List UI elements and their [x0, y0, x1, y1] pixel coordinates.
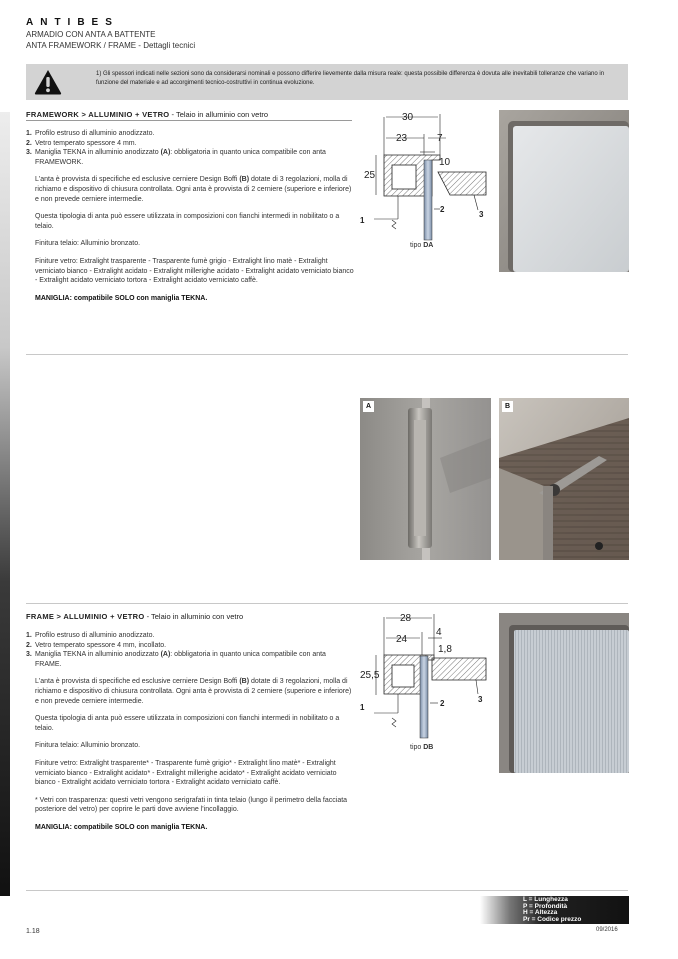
dim-28: 28	[400, 613, 412, 624]
dim-1-8: 1,8	[438, 644, 452, 655]
text: dotate di 3 regolazioni, molla di richiamo e dispositivo di chiusura controllata. Ogni anta è provvista di 2 cerniere (superiore e inferiore) e non prevede cerniere intermedie.	[35, 678, 352, 705]
tipo-label: tipo	[410, 242, 424, 249]
list-item	[26, 641, 354, 651]
hinges-paragraph	[26, 175, 354, 204]
callout-2: 2	[440, 205, 445, 214]
list-item	[26, 631, 354, 641]
tipo-code: DB	[423, 744, 434, 751]
side-gradient-bar	[0, 112, 10, 896]
section2-list	[26, 631, 354, 669]
list-text: : obbligatoria in quanto unica compatibile con anta FRAMEWORK.	[35, 149, 326, 166]
legend-length: L = Lunghezza	[523, 896, 568, 903]
glass-finish-paragraph: Finiture vetro: Extralight trasparente - Trasparente fumè grigio - Extralight lino matè - Extralight verniciato bianco - Extralight acidato - Extralight millerighe acidato - Extralight acidato verniciato bianco - Extralight acidato verniciato tortora - Extralight acidato verniciato caffè.	[35, 257, 354, 285]
dim-25: 25	[364, 170, 376, 181]
list-text: : obbligatoria in quanto unica compatibile con anta FRAME.	[35, 651, 326, 668]
ref-mark: (B)	[239, 176, 250, 184]
list-number: 2.	[26, 139, 32, 147]
usage-paragraph: Questa tipologia di anta può essere utilizzata in composizioni con fianchi intermedi in nobilitato o a telaio.	[35, 213, 340, 230]
warning-box	[26, 64, 628, 100]
usage-paragraph: Questa tipologia di anta può essere utilizzata in composizioni con fianchi intermedi in nobilitato o a telaio.	[35, 715, 340, 732]
hinges-paragraph	[26, 677, 354, 706]
abbreviation-legend	[480, 896, 629, 924]
divider	[26, 890, 628, 891]
section1-rule	[26, 120, 352, 121]
list-text: Vetro temperato spessore 4 mm.	[35, 139, 137, 147]
list-item	[26, 148, 354, 167]
list-text: Profilo estruso di alluminio anodizzato.	[35, 130, 155, 137]
handle-note: MANIGLIA: compatibile SOLO con maniglia TEKNA.	[35, 294, 208, 302]
section1-diagram	[358, 110, 494, 250]
hinge-photo-b	[499, 398, 629, 560]
dim-10: 10	[439, 157, 451, 168]
section1-title: FRAMEWORK > ALLUMINIO + VETRO	[26, 110, 170, 119]
text: L'anta è provvista di specifiche ed esclusive cerniere Design Boffi	[35, 176, 240, 184]
list-number: 2.	[26, 641, 32, 649]
warning-icon	[34, 68, 62, 96]
ref-mark: (A)	[160, 651, 171, 659]
framework-door-photo	[499, 110, 629, 272]
callout-2: 2	[440, 699, 445, 708]
tipo-label: tipo	[410, 744, 424, 751]
dim-23: 23	[396, 133, 408, 144]
edition-date: 09/2016	[596, 927, 618, 933]
callout-3: 3	[478, 695, 483, 704]
glass-finish-paragraph: Finiture vetro: Extralight trasparente* - Trasparente fumè grigio* - Extralight lino matè* - Extralight verniciato bianco - Extralight acidato* - Extralight millerighe acidato* - Extralight acidato verniciato bianco - Extralight acidato verniciato tortora - Extralight acidato verniciato caffè.	[35, 759, 337, 787]
subtitle-product: ARMADIO CON ANTA A BATTENTE	[26, 30, 156, 39]
legend-depth: P = Profondità	[523, 902, 568, 910]
section2-heading	[26, 612, 243, 621]
photo-label-b: B	[502, 401, 513, 412]
list-item	[26, 650, 354, 669]
text: dotate di 3 regolazioni, molla di richiamo e dispositivo di chiusura controllata. Ogni anta è provvista di 2 cerniere (superiore e inferiore) e non prevede cerniere intermedie.	[35, 176, 352, 203]
list-text: Profilo estruso di alluminio anodizzato.	[35, 632, 155, 639]
page-number: 1.18	[26, 928, 40, 935]
list-number: 1.	[26, 632, 32, 639]
section2-title: FRAME > ALLUMINIO + VETRO	[26, 612, 145, 621]
list-number: 1.	[26, 130, 32, 137]
profile-section-drawing	[358, 110, 494, 250]
dim-7: 7	[437, 133, 443, 144]
section2-subtitle: - Telaio in alluminio con vetro	[144, 612, 244, 621]
frame-door-photo	[499, 613, 629, 773]
section2-body	[26, 631, 354, 841]
warning-text: 1) Gli spessori indicati nelle sezioni sono da considerarsi nominali e possono differire lievemente dalla misura reale: questa possibile differenza è dovuta alle inevitabili tolleranze che variano in funzione del materiale e ad accorgimenti tecnico-costruttivi in continua evoluzione.	[96, 71, 605, 86]
handle-note: MANIGLIA: compatibile SOLO con maniglia TEKNA.	[35, 823, 208, 831]
profile-type-da	[410, 242, 433, 249]
callout-1: 1	[360, 216, 365, 225]
frame-finish-paragraph: Finitura telaio: Alluminio bronzato.	[35, 742, 141, 750]
profile-type-db	[410, 744, 433, 751]
section1-heading	[26, 110, 268, 119]
legend-price-code: Pr = Codice prezzo	[523, 915, 582, 923]
callout-3: 3	[479, 210, 484, 219]
section1-list	[26, 129, 354, 167]
list-number: 3.	[26, 149, 32, 157]
brand-title: ANTIBES	[26, 17, 119, 28]
section1-body	[26, 129, 354, 311]
callout-1: 1	[360, 703, 365, 712]
legend-height: H = Altezza	[523, 909, 558, 917]
section1-subtitle: - Telaio in alluminio con vetro	[169, 110, 269, 119]
list-number: 3.	[26, 651, 32, 659]
dim-24: 24	[396, 634, 408, 645]
list-text: Vetro temperato spessore 4 mm, incollato.	[35, 641, 167, 649]
ref-mark: (A)	[160, 149, 171, 157]
divider	[26, 354, 628, 355]
subtitle-section: ANTA FRAMEWORK / FRAME - Dettagli tecnici	[26, 41, 196, 50]
dim-25-5: 25,5	[360, 670, 380, 681]
text: L'anta è provvista di specifiche ed esclusive cerniere Design Boffi	[35, 678, 240, 686]
dim-4: 4	[436, 627, 442, 638]
list-text: Maniglia TEKNA in alluminio anodizzato	[35, 651, 161, 659]
dim-30: 30	[402, 112, 414, 123]
list-item	[26, 129, 354, 139]
divider	[26, 603, 628, 604]
profile-section-drawing	[358, 610, 494, 750]
glass-note-paragraph: * Vetri con trasparenza: questi vetri vengono serigrafati in tinta telaio (lungo il perimetro della facciata posteriore del vetro) per coprire le parti dove avviene l'incollaggio.	[35, 796, 348, 814]
list-item	[26, 139, 354, 149]
ref-mark: (B)	[239, 678, 250, 686]
section2-diagram	[358, 610, 494, 750]
handle-photo-a	[360, 398, 491, 560]
tipo-code: DA	[423, 242, 434, 249]
photo-label-a: A	[363, 401, 374, 412]
list-text: Maniglia TEKNA in alluminio anodizzato	[35, 149, 161, 157]
frame-finish-paragraph: Finitura telaio: Alluminio bronzato.	[35, 240, 141, 248]
